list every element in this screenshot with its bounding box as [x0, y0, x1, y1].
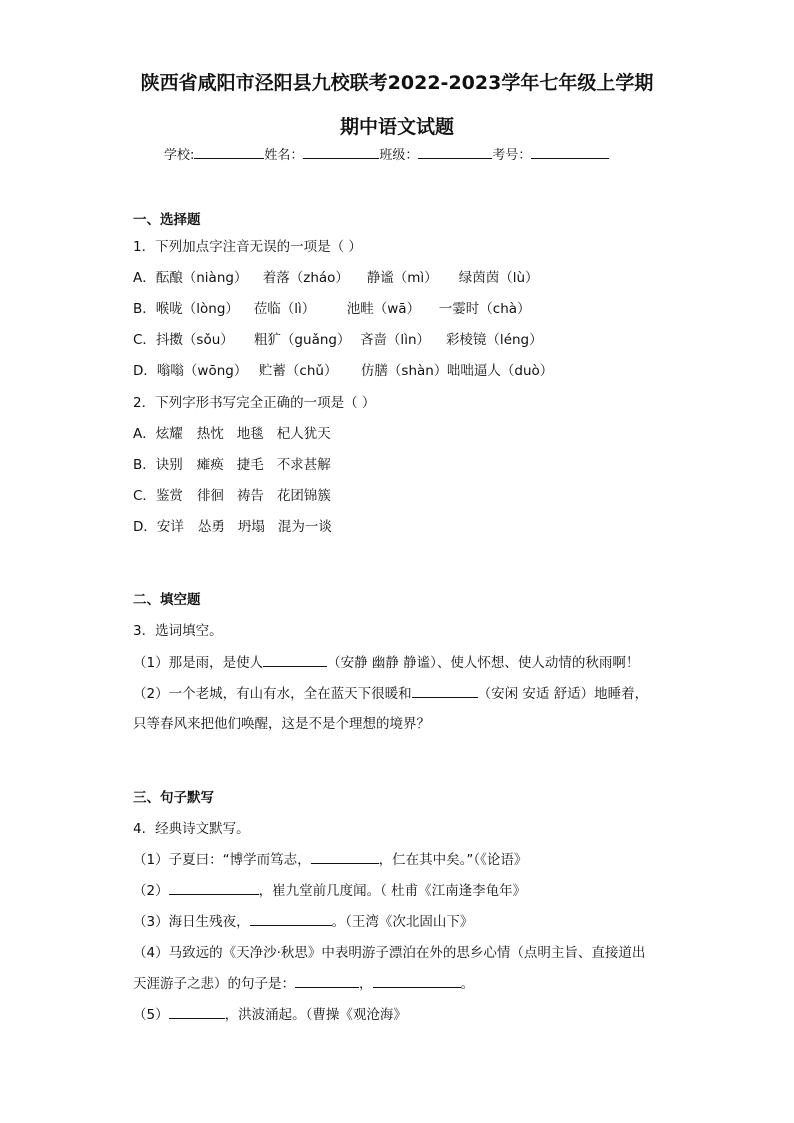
option-item: 咄咄逼人（duò） — [446, 363, 554, 379]
option-label: C． — [133, 332, 156, 348]
student-info-fields — [164, 144, 609, 163]
option-item: 瘫痪 — [196, 457, 224, 473]
q4-item-3-text: （3）海日生残夜， — [133, 914, 250, 930]
q3-item-2-continued: 只等春风来把他们唤醒，这是不是个理想的境界？ — [133, 716, 430, 732]
option-item: 莅临（lì） — [253, 301, 316, 317]
option-label: A． — [133, 270, 156, 286]
school-blank[interactable] — [194, 145, 264, 159]
page-title-line1: 陕西省咸阳市泾阳县九校联考2022-2023学年七年级上学期 — [140, 72, 654, 94]
q4-item-4-text: 天涯游子之悲）的句子是： — [133, 976, 295, 992]
q2-option-a[interactable] — [133, 422, 331, 442]
q1-option-b[interactable] — [133, 297, 531, 317]
section-heading-fill: 二、填空题 — [133, 592, 201, 608]
class-blank[interactable] — [418, 145, 492, 159]
option-label: B． — [133, 301, 156, 317]
option-label: D． — [133, 519, 157, 535]
option-item: 绿茵茵（lù） — [458, 270, 539, 286]
option-item: 地毯 — [236, 426, 264, 442]
option-item: 安详 — [156, 519, 184, 535]
q4-item-1-text: （1）子夏曰：“博学而笃志， — [133, 852, 311, 868]
q4-item-2-source: ，崔九堂前几度闻。（ 杜甫《江南逢李龟年》 — [258, 883, 527, 899]
option-item: 池畦（wā） — [346, 301, 421, 317]
name-blank[interactable] — [303, 145, 379, 159]
q3-item-2 — [133, 682, 648, 702]
name-label: 姓名： — [264, 148, 304, 163]
option-item: 捷毛 — [236, 457, 264, 473]
option-item: 一霎时（chà） — [438, 301, 531, 317]
option-item: 热忱 — [196, 426, 224, 442]
q4-item-4-period: 。 — [460, 976, 474, 992]
q4-item-1-source: ，仁在其中矣。”（《论语》 — [378, 852, 528, 868]
q4-item-4-blank-2[interactable] — [373, 973, 461, 988]
q2-option-c[interactable] — [133, 484, 331, 504]
option-item: 粗犷（guǎng） — [253, 332, 351, 348]
exam-no-label: 考号： — [492, 148, 532, 163]
q4-item-4-blank-1[interactable] — [295, 973, 359, 988]
exam-no-blank[interactable] — [531, 145, 609, 159]
q4-item-2-text: （2） — [133, 883, 169, 899]
q4-item-1-blank[interactable] — [311, 849, 379, 864]
option-label: D． — [133, 363, 157, 379]
q4-item-5-source: ，洪波涌起。（曹操《观沧海》 — [224, 1007, 407, 1023]
class-label: 班级： — [379, 148, 419, 163]
school-label: 学校: — [164, 148, 195, 163]
option-item: 彩棱镜（léng） — [445, 332, 543, 348]
option-item: 仿膳（shàn） — [360, 363, 448, 379]
option-item: 祷告 — [236, 488, 264, 504]
option-item: 花团锦簇 — [276, 488, 331, 504]
option-item: 坍塌 — [237, 519, 265, 535]
page-title-line2: 期中语文试题 — [339, 116, 454, 138]
q4-item-4-continued — [133, 972, 474, 992]
option-item: 着落（zháo） — [262, 270, 349, 286]
q3-item-1-text: （1）那是雨，是使人 — [133, 655, 264, 671]
q4-item-3-blank[interactable] — [250, 911, 332, 926]
q1-option-a[interactable] — [133, 266, 539, 286]
option-item: 炫耀 — [155, 426, 183, 442]
option-item: 贮蓄（chǔ） — [258, 363, 338, 379]
option-item: 酝酿（niàng） — [155, 270, 248, 286]
q4-item-4: （4）马致远的《天净沙·秋思》中表明游子漂泊在外的思乡心情（点明主旨、直接道出 — [133, 945, 646, 961]
q3-item-2-choices: （安闲 安适 舒适）地睡着， — [477, 686, 649, 702]
option-item: 静谧（mì） — [366, 270, 438, 286]
question-4-stem: 4．经典诗文默写。 — [133, 821, 250, 837]
question-3-stem: 3．选词填空。 — [133, 623, 223, 639]
q4-item-4-comma: ， — [359, 976, 373, 992]
option-item: 怂勇 — [197, 519, 225, 535]
q4-item-2 — [133, 879, 526, 899]
question-1-stem: 1．下列加点字注音无误的一项是（ ） — [133, 239, 362, 255]
q4-item-3-source: 。（王湾《次北固山下》 — [331, 914, 474, 930]
option-label: C． — [133, 488, 156, 504]
q2-option-d[interactable] — [133, 515, 332, 535]
option-label: B． — [133, 457, 156, 473]
q4-item-5-blank[interactable] — [169, 1004, 225, 1019]
option-label: A． — [133, 426, 156, 442]
option-item: 抖擞（sǒu） — [155, 332, 234, 348]
q3-item-1-choices: （安静 幽静 静谧）、使人怀想、使人动情的秋雨啊！ — [327, 655, 640, 671]
q3-item-1-blank[interactable] — [263, 652, 327, 667]
section-heading-dictation: 三、句子默写 — [133, 790, 214, 806]
q3-item-1 — [133, 651, 639, 671]
option-item: 鉴赏 — [155, 488, 183, 504]
q4-item-5-text: （5） — [133, 1007, 169, 1023]
question-2-stem: 2．下列字形书写完全正确的一项是（ ） — [133, 395, 376, 411]
q4-item-2-blank[interactable] — [169, 880, 259, 895]
q4-item-5 — [133, 1003, 407, 1023]
q3-item-2-text: （2）一个老城，有山有水，全在蓝天下很暖和 — [133, 686, 412, 702]
option-item: 不求甚解 — [276, 457, 331, 473]
option-item: 徘徊 — [196, 488, 224, 504]
option-item: 混为一谈 — [277, 519, 332, 535]
q4-item-3 — [133, 910, 473, 930]
option-item: 吝啬（lìn） — [359, 332, 430, 348]
section-heading-choice: 一、选择题 — [133, 212, 201, 228]
q1-option-c[interactable] — [133, 328, 543, 348]
option-item: 诀别 — [155, 457, 183, 473]
option-item: 杞人犹天 — [276, 426, 331, 442]
option-item: 嗡嗡（wōng） — [156, 363, 248, 379]
q4-item-1 — [133, 848, 527, 868]
q3-item-2-blank[interactable] — [412, 683, 478, 698]
option-item: 喉咙（lòng） — [155, 301, 239, 317]
q2-option-b[interactable] — [133, 453, 331, 473]
q1-option-d[interactable] — [133, 359, 553, 379]
